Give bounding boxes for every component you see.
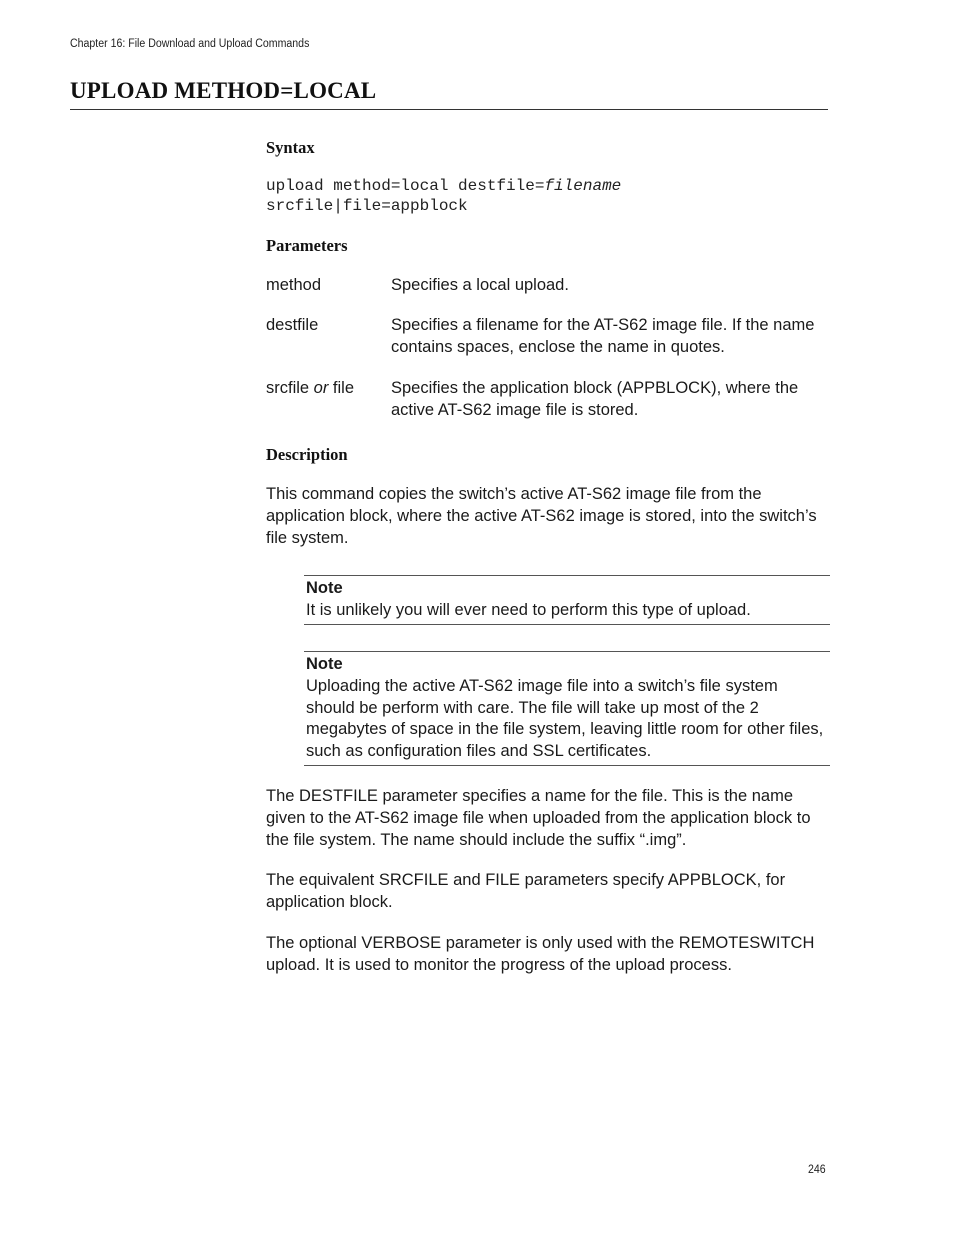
parameter-name-or: or [313,379,329,397]
syntax-line2: srcfile|file=appblock [266,196,468,215]
description-paragraph-1: This command copies the switch’s active AT-S62 image file from the application block, where the active AT-S62 image is stored, into the switch’s file system. [266,485,817,547]
page-title: UPLOAD METHOD=LOCAL [70,78,377,103]
note-label: Note [306,579,343,597]
running-header: Chapter 16: File Download and Upload Commands [70,38,310,50]
syntax-line1-prefix: upload method=local destfile= [266,177,545,195]
syntax-line1-italic: filename [544,177,622,195]
note-text: Uploading the active AT-S62 image file into a switch’s file system should be perform with care. The file will take up most of the 2 megabytes of space in the file system, leaving little room for other files, such as configuration files and SSL certificates. [306,676,824,761]
syntax-block [266,177,621,216]
description-paragraph-2: The DESTFILE parameter specifies a name for the file. This is the name given to the AT-S62 image file when uploaded from the application block to the file system. The name should include the suffix “.img”. [266,787,811,849]
note-label: Note [306,655,343,673]
note-box-2 [304,651,830,766]
parameter-name-a: srcfile [266,379,314,397]
note-box-1 [304,575,830,625]
parameter-desc: Specifies a filename for the AT-S62 image file. If the name contains spaces, enclose the name in quotes. [391,316,815,356]
parameter-desc: Specifies the application block (APPBLOCK), where the active AT-S62 image file is stored. [391,379,799,419]
syntax-heading: Syntax [266,138,315,157]
parameters-heading: Parameters [266,236,348,255]
title-rule [70,109,828,110]
description-paragraph-3: The equivalent SRCFILE and FILE parameters specify APPBLOCK, for application block. [266,871,786,911]
parameter-name: destfile [266,316,319,334]
page-number: 246 [808,1164,826,1176]
description-heading: Description [266,445,348,464]
parameter-name [266,378,391,400]
parameter-name-b: file [328,379,355,397]
description-paragraph-4: The optional VERBOSE parameter is only used with the REMOTESWITCH upload. It is used to monitor the progress of the upload process. [266,934,815,974]
parameter-desc: Specifies a local upload. [391,276,569,294]
note-text: It is unlikely you will ever need to perform this type of upload. [306,600,751,619]
parameter-name: method [266,276,322,294]
